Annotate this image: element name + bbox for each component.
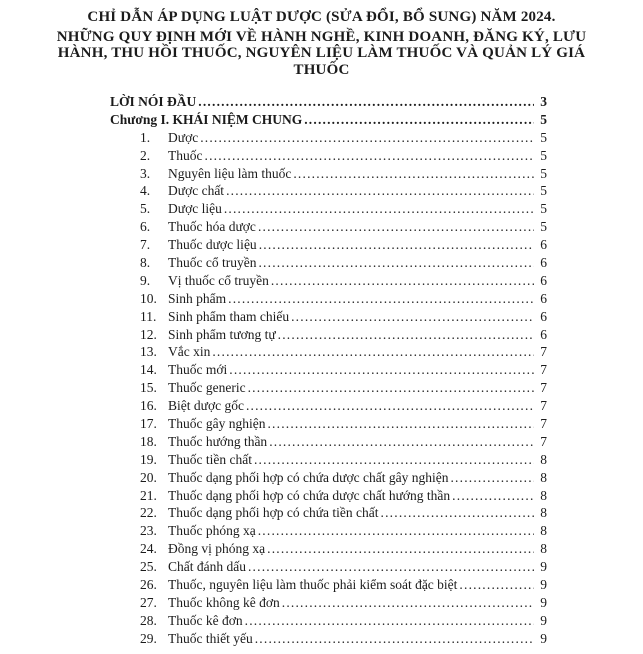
toc-entry-number: 12. — [140, 326, 157, 342]
dot-leader — [255, 630, 534, 648]
dot-leader — [254, 451, 534, 469]
document-title-line2: NHỮNG QUY ĐỊNH MỚI VỀ HÀNH NGHỀ, KINH DOANH, ĐĂNG KÝ, LƯU HÀNH, THU HỒI THUỐC, NGUYÊN LIỆU LÀM THUỐC VÀ QUẢN LÝ GIÁ THUỐC — [56, 28, 587, 78]
dot-leader — [245, 612, 534, 630]
toc-entry-number: 25. — [140, 559, 157, 575]
toc-entry-number: 27. — [140, 594, 157, 610]
toc-entry[interactable] — [110, 93, 547, 111]
dot-leader — [212, 343, 534, 361]
toc-entry[interactable] — [110, 361, 547, 379]
toc-entry-page: 8 — [540, 505, 547, 521]
toc-entry-page: 5 — [540, 129, 547, 145]
toc-entry-number: 22. — [140, 505, 157, 521]
toc-entry-number: 10. — [140, 290, 157, 306]
toc-entry-label: Thuốc dạng phối hợp có chứa dược chất hướng thần — [168, 487, 451, 503]
toc-entry-label: Vị thuốc cổ truyền — [168, 272, 269, 288]
document-title-line1: CHỈ DẪN ÁP DỤNG LUẬT DƯỢC (SỬA ĐỔI, BỔ SUNG) NĂM 2024. — [87, 9, 556, 25]
toc-entry-label: Thuốc cổ truyền — [168, 255, 257, 271]
toc-entry[interactable] — [110, 612, 547, 630]
toc-entry-label: Thuốc hóa dược — [168, 219, 256, 235]
dot-leader — [304, 111, 534, 129]
toc-entry-page: 9 — [540, 577, 547, 593]
toc-entry-number: 13. — [140, 344, 157, 360]
toc-entry-page: 7 — [540, 362, 547, 378]
toc-entry-number: 8. — [140, 255, 151, 271]
toc-entry[interactable] — [110, 129, 547, 147]
toc-entry[interactable] — [110, 218, 547, 236]
dot-leader — [248, 558, 534, 576]
dot-leader — [224, 200, 534, 218]
toc-entry[interactable] — [110, 540, 547, 558]
toc-entry[interactable] — [110, 308, 547, 326]
toc-entry[interactable] — [110, 272, 547, 290]
toc-entry-page: 5 — [540, 111, 547, 127]
toc-entry-label: Vắc xin — [168, 344, 211, 360]
toc-entry[interactable] — [110, 326, 547, 344]
toc-entry-number: 3. — [140, 165, 151, 181]
toc-entry[interactable] — [110, 469, 547, 487]
dot-leader — [459, 576, 534, 594]
toc-entry-page: 5 — [540, 201, 547, 217]
dot-leader — [229, 361, 534, 379]
dot-leader — [450, 469, 534, 487]
toc-entry[interactable] — [110, 433, 547, 451]
dot-leader — [200, 129, 534, 147]
toc-entry-page: 9 — [540, 612, 547, 628]
toc-entry-number: 29. — [140, 630, 157, 646]
toc-entry-label: Thuốc — [168, 147, 203, 163]
toc-entry-label: Thuốc thiết yếu — [168, 630, 253, 646]
toc-entry-page: 5 — [540, 183, 547, 199]
toc-entry[interactable] — [110, 487, 547, 505]
toc-entry-page: 6 — [540, 308, 547, 324]
dot-leader — [198, 93, 534, 111]
toc-entry[interactable] — [110, 397, 547, 415]
toc-entry-page: 8 — [540, 523, 547, 539]
toc-entry-number: 2. — [140, 147, 151, 163]
toc-entry[interactable] — [110, 147, 547, 165]
toc-entry[interactable] — [110, 451, 547, 469]
toc-entry[interactable] — [110, 343, 547, 361]
toc-entry-number: 24. — [140, 541, 157, 557]
toc-entry-label: Sinh phẩm tham chiếu — [168, 308, 290, 324]
dot-leader — [269, 433, 534, 451]
toc-entry-number: 11. — [140, 308, 157, 324]
table-of-contents — [110, 93, 547, 648]
toc-entry-label: Biệt dược gốc — [168, 398, 244, 414]
toc-entry[interactable] — [110, 379, 547, 397]
toc-entry-label: Nguyên liệu làm thuốc — [168, 165, 292, 181]
toc-entry[interactable] — [110, 254, 547, 272]
toc-entry-page: 6 — [540, 272, 547, 288]
toc-entry-page: 7 — [540, 416, 547, 432]
toc-entry-label: Thuốc, nguyên liệu làm thuốc phải kiểm soát đặc biệt — [168, 577, 458, 593]
dot-leader — [452, 487, 534, 505]
toc-entry-page: 9 — [540, 594, 547, 610]
dot-leader — [267, 540, 534, 558]
dot-leader — [226, 182, 534, 200]
toc-entry-label: Sinh phẩm tương tự — [168, 326, 276, 342]
toc-entry-number: 5. — [140, 201, 151, 217]
toc-entry-page: 6 — [540, 290, 547, 306]
dot-leader — [293, 165, 534, 183]
dot-leader — [228, 290, 534, 308]
dot-leader — [259, 236, 534, 254]
toc-entry-label: Thuốc dạng phối hợp có chứa tiền chất — [168, 505, 379, 521]
toc-entry-label: Đồng vị phóng xạ — [168, 541, 266, 557]
toc-entry-page: 8 — [540, 469, 547, 485]
toc-entry-label: Thuốc dạng phối hợp có chứa dược chất gây nghiện — [168, 469, 449, 485]
dot-leader — [271, 272, 534, 290]
toc-entry-number: 1. — [140, 129, 151, 145]
toc-entry-page: 6 — [540, 237, 547, 253]
dot-leader — [381, 504, 534, 522]
toc-entry-page: 9 — [540, 559, 547, 575]
toc-entry-page: 5 — [540, 219, 547, 235]
toc-entry[interactable] — [110, 558, 547, 576]
toc-entry-label: Thuốc phóng xạ — [168, 523, 256, 539]
dot-leader — [248, 379, 534, 397]
toc-entry-label: Dược — [168, 129, 199, 145]
toc-entry[interactable] — [110, 630, 547, 648]
document-title — [0, 9, 643, 78]
toc-entry-number: 19. — [140, 451, 157, 467]
toc-entry-number: 14. — [140, 362, 157, 378]
toc-entry-label: Thuốc không kê đơn — [168, 594, 280, 610]
toc-entry[interactable] — [110, 111, 547, 129]
toc-entry-page: 5 — [540, 165, 547, 181]
toc-entry-number: 28. — [140, 612, 157, 628]
toc-entry-page: 8 — [540, 487, 547, 503]
toc-entry-page: 7 — [540, 380, 547, 396]
dot-leader — [258, 218, 534, 236]
dot-leader — [282, 594, 534, 612]
toc-entry-page: 6 — [540, 255, 547, 271]
dot-leader — [267, 415, 534, 433]
toc-entry[interactable] — [110, 576, 547, 594]
dot-leader — [258, 522, 534, 540]
toc-entry-label: Thuốc hướng thần — [168, 433, 268, 449]
toc-entry-number: 6. — [140, 219, 151, 235]
toc-entry-label: Thuốc tiền chất — [168, 451, 252, 467]
toc-entry-page: 3 — [540, 94, 547, 109]
toc-entry-number: 4. — [140, 183, 151, 199]
toc-entry-label: Dược liệu — [168, 201, 222, 217]
toc-entry-label: Sinh phẩm — [168, 290, 227, 306]
toc-entry-label: LỜI NÓI ĐẦU — [110, 94, 197, 109]
toc-entry-number: 26. — [140, 577, 157, 593]
toc-entry-page: 5 — [540, 147, 547, 163]
toc-entry[interactable] — [110, 504, 547, 522]
toc-entry[interactable] — [110, 415, 547, 433]
toc-entry[interactable] — [110, 594, 547, 612]
toc-entry-number: 9. — [140, 272, 151, 288]
toc-entry-page: 6 — [540, 326, 547, 342]
toc-entry-number: 7. — [140, 237, 151, 253]
dot-leader — [205, 147, 535, 165]
toc-entry-page: 7 — [540, 433, 547, 449]
toc-entry-label: Chất đánh dấu — [168, 559, 246, 575]
toc-entry-label: Thuốc gây nghiện — [168, 416, 266, 432]
toc-entry-number: 21. — [140, 487, 157, 503]
toc-entry-number: 16. — [140, 398, 157, 414]
dot-leader — [291, 308, 534, 326]
toc-entry[interactable] — [110, 236, 547, 254]
toc-entry-label: Thuốc kê đơn — [168, 612, 243, 628]
toc-entry-label: Thuốc mới — [168, 362, 228, 378]
toc-entry[interactable] — [110, 290, 547, 308]
toc-entry[interactable] — [110, 182, 547, 200]
toc-entry-label: Dược chất — [168, 183, 225, 199]
dot-leader — [278, 326, 534, 344]
toc-entry-page: 7 — [540, 344, 547, 360]
dot-leader — [246, 397, 534, 415]
toc-entry-page: 8 — [540, 451, 547, 467]
toc-entry[interactable] — [110, 200, 547, 218]
toc-entry-page: 8 — [540, 541, 547, 557]
toc-entry-label: Thuốc dược liệu — [168, 237, 257, 253]
toc-entry[interactable] — [110, 522, 547, 540]
toc-entry-page: 9 — [540, 630, 547, 646]
toc-entry-label: Thuốc generic — [168, 380, 246, 396]
toc-entry-number: 18. — [140, 433, 157, 449]
toc-entry-label: Chương I. KHÁI NIỆM CHUNG — [110, 111, 303, 127]
toc-entry-page: 7 — [540, 398, 547, 414]
toc-entry-number: 20. — [140, 469, 157, 485]
toc-entry[interactable] — [110, 165, 547, 183]
toc-entry-number: 23. — [140, 523, 157, 539]
toc-entry-number: 15. — [140, 380, 157, 396]
toc-entry-number: 17. — [140, 416, 157, 432]
dot-leader — [258, 254, 534, 272]
